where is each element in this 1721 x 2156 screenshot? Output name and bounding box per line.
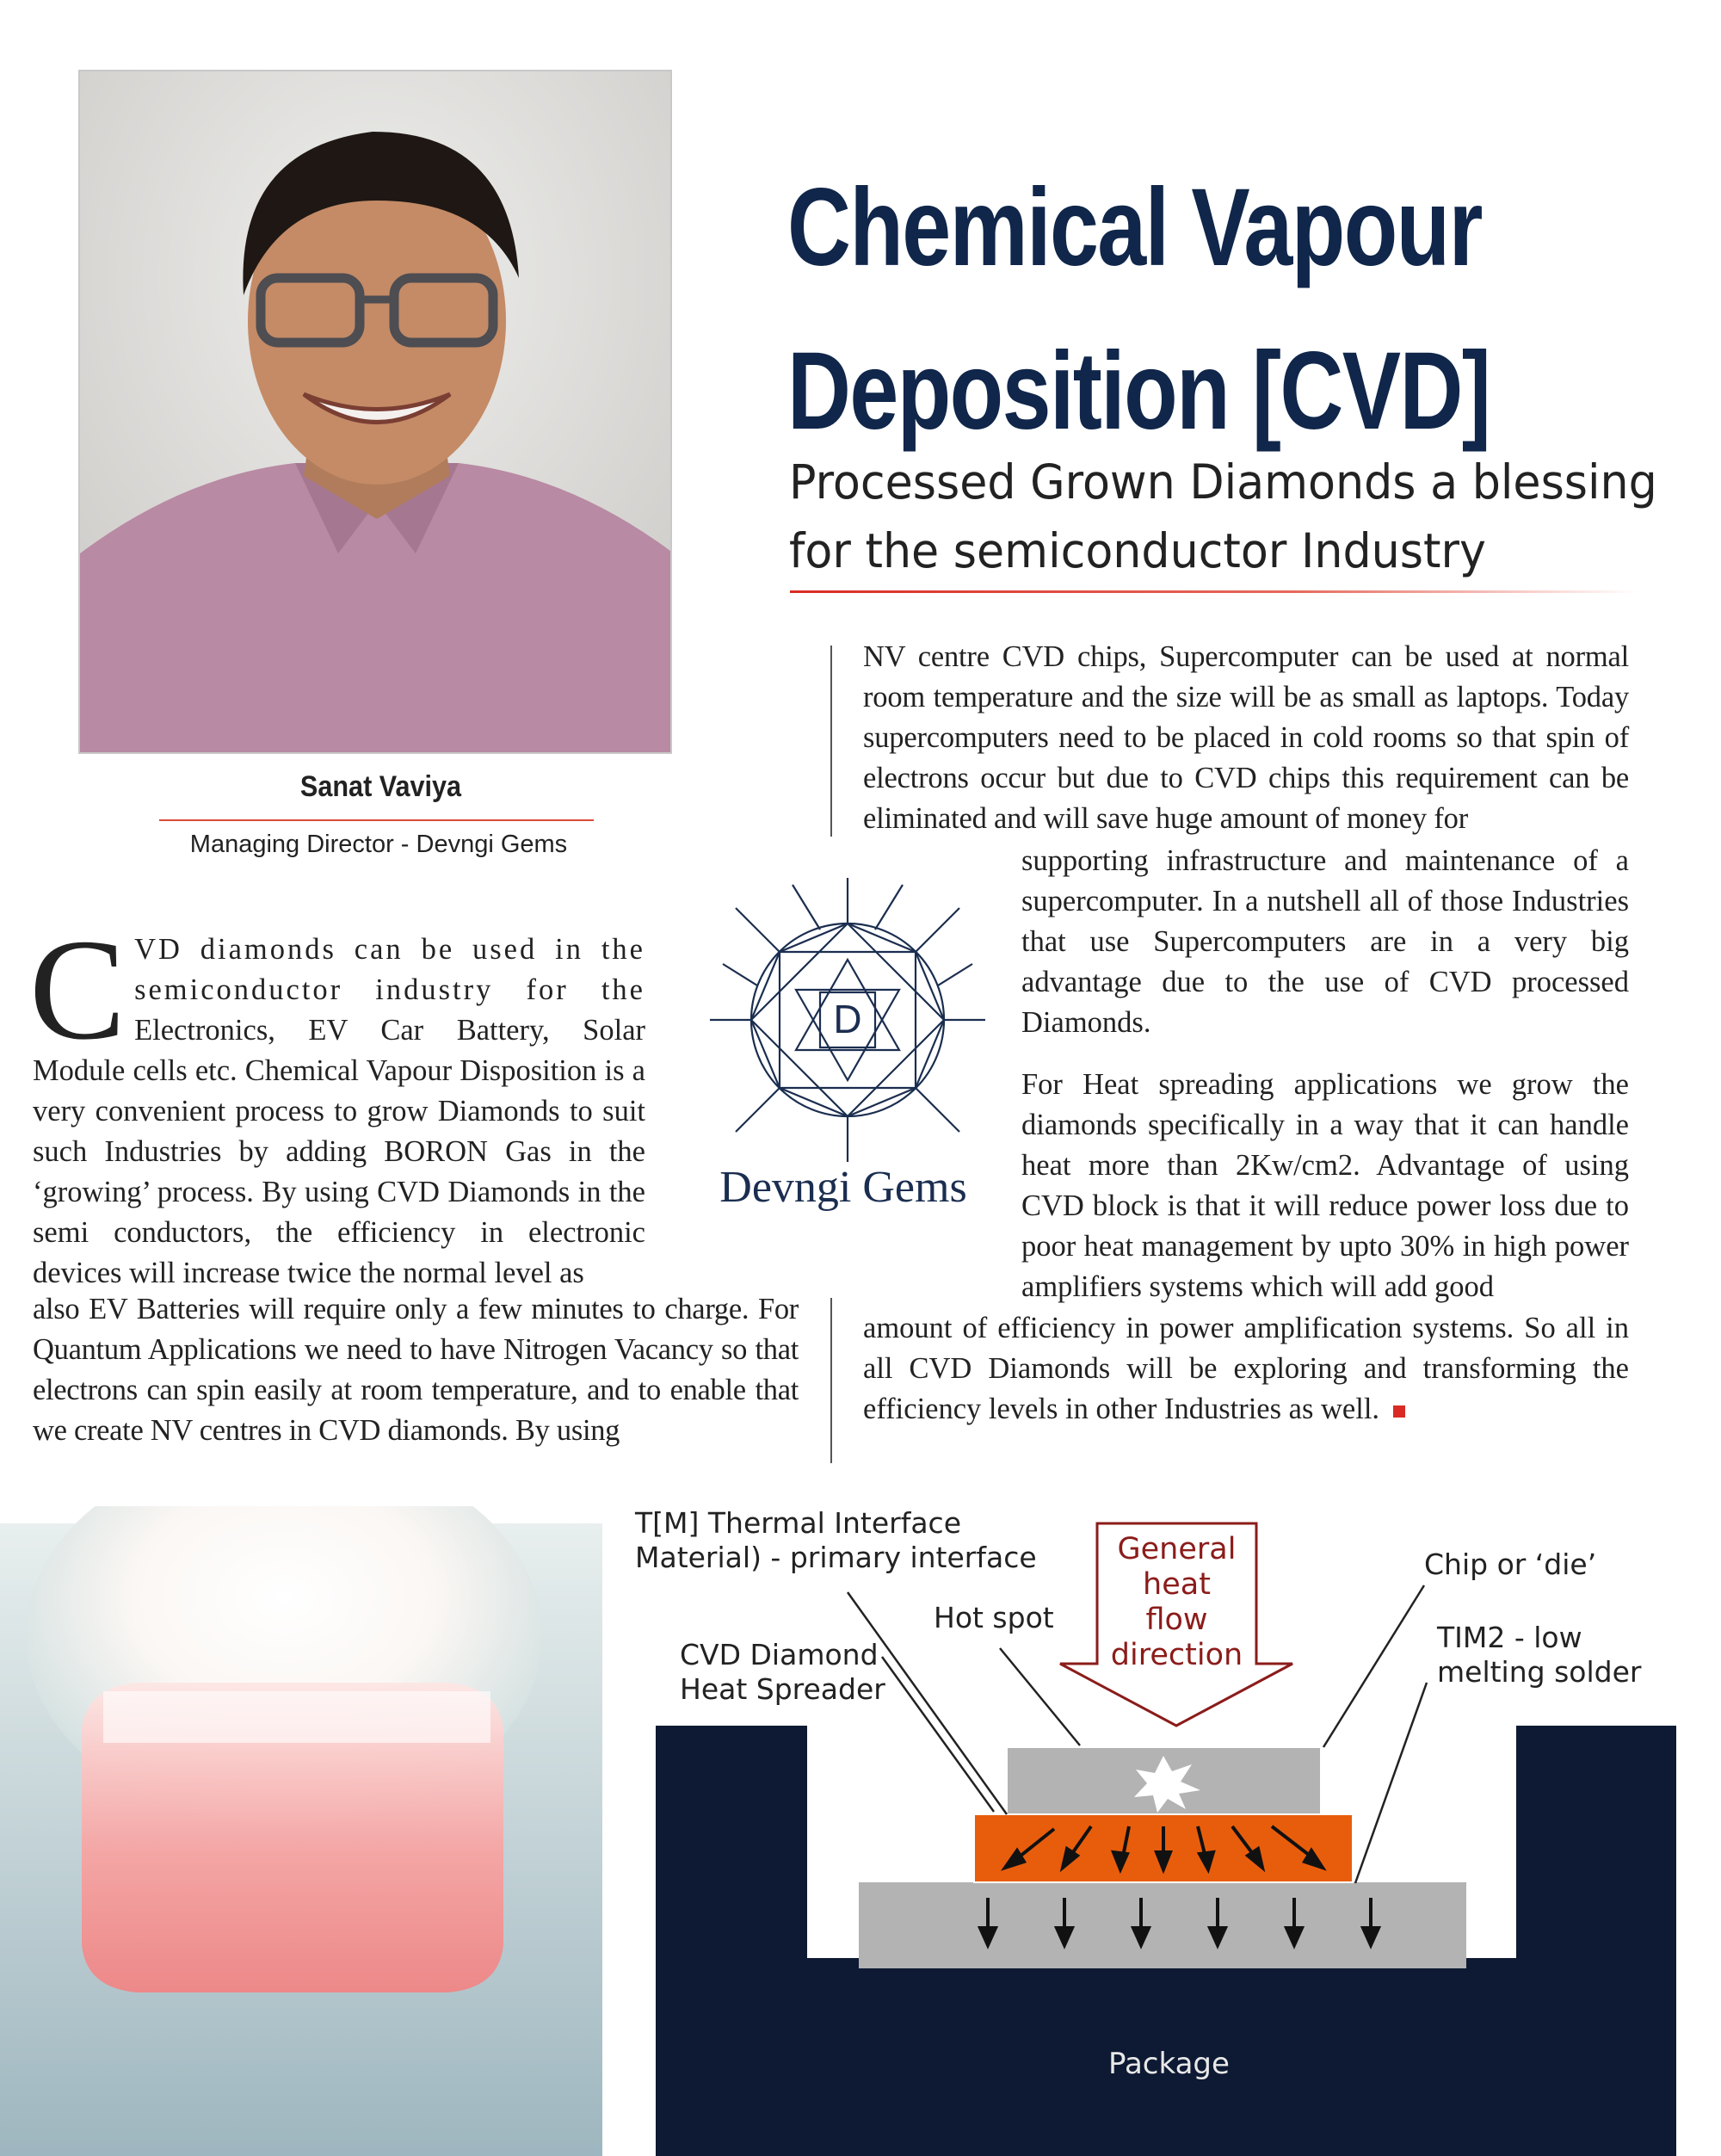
right-bottom-paragraph: [863, 1308, 1629, 1430]
cvd-growth-photo: [0, 1506, 602, 2156]
right-mid-paragraph-1: [1021, 841, 1629, 1043]
base-plate: [859, 1882, 1466, 1968]
lead-line-1: VD diamonds can be used in the: [134, 933, 645, 966]
tim-label-line-1: T[M] Thermal Interface: [635, 1506, 962, 1540]
column-divider-bottom: [830, 1298, 832, 1463]
chip-label: Chip or ‘die’: [1424, 1548, 1597, 1581]
tim2-label-line-2: melting solder: [1437, 1655, 1642, 1689]
author-photo: [78, 70, 672, 754]
end-of-article-mark: [1393, 1405, 1405, 1418]
right-mid-text-2: For Heat spreading applications we grow the diamonds specifically in a way that it can handle heat more than 2Kw/cm2. Advantage of using CVD block is that it will reduce power loss due to poor heat management by upto 30% in high power amplifiers systems which will add good: [1021, 1068, 1629, 1303]
title-line-2: Deposition [CVD]: [787, 330, 1490, 453]
logo-letter: D: [833, 997, 862, 1041]
logo-wordmark: Devngi Gems: [719, 1163, 967, 1212]
left-bottom-text: also EV Batteries will require only a few minutes to charge. For Quantum Applications we need to have Nitrogen Vacancy so that electrons can spin easily at room temperature, and to enable that we create NV centres in CVD diamonds. By using: [33, 1293, 799, 1447]
cvd-label-line-2: Heat Spreader: [680, 1672, 885, 1706]
flow-label-line-4: direction: [1110, 1638, 1243, 1672]
column-divider-top: [830, 646, 832, 837]
package-label: Package: [1108, 2047, 1230, 2081]
right-top-paragraph: [863, 637, 1629, 839]
flow-label-line-2: heat: [1143, 1567, 1211, 1602]
lead-line-2: semiconductor industry for the: [134, 973, 645, 1006]
lead-rest: Module cells etc. Chemical Vapour Disposition is a very convenient process to grow Diamonds to suit such Industries by adding BORON Gas in the ‘growing’ process. By using CVD Diamonds in the semi conductors, the efficiency in electronic devices will increase twice the normal level as: [33, 1054, 645, 1289]
title-divider: [790, 590, 1638, 593]
drop-cap: C: [29, 910, 126, 1070]
cvd-label-line-1: CVD Diamond: [680, 1638, 879, 1671]
article-subtitle: [789, 448, 1718, 585]
lead-paragraph: [29, 910, 645, 1294]
subtitle-line-2: for the semiconductor Industry: [789, 523, 1486, 578]
tim-label-line-2: Material) - primary interface: [635, 1541, 1037, 1574]
right-top-text: NV centre CVD chips, Supercomputer can be used at normal room temperature and the size will be as small as laptops. Today supercomputers need to be placed in cold rooms so that spin of electrons occur but due to CVD chips this requirement can be eliminated and will save huge amount of money for: [863, 640, 1629, 835]
flow-label-line-1: General: [1117, 1532, 1237, 1566]
tim2-label-line-1: TIM2 - low: [1437, 1621, 1582, 1654]
author-name: Sanat Vaviya: [299, 770, 462, 803]
lead-line-3: Electronics, EV Car Battery, Solar: [134, 1014, 645, 1047]
left-bottom-paragraph: [33, 1289, 799, 1451]
flow-label-line-3: flow: [1145, 1603, 1208, 1637]
diamond-logo-icon: [710, 878, 985, 1162]
right-mid-paragraph-2: [1021, 1065, 1629, 1307]
subtitle-line-1: Processed Grown Diamonds a blessing: [789, 454, 1657, 510]
byline-divider: [159, 819, 594, 821]
title-line-1: Chemical Vapour: [787, 166, 1482, 289]
author-role: Managing Director - Devngi Gems: [189, 831, 568, 858]
article-title: [787, 146, 1717, 473]
thermal-diagram: [0, 1506, 1721, 2156]
right-mid-text-1: supporting infrastructure and maintenance of a supercomputer. In a nutshell all of those Industries that use Supercomputers are in a very big advantage due to the use of CVD processed Diamonds.: [1021, 844, 1629, 1039]
right-bottom-text: amount of efficiency in power amplification systems. So all in all CVD Diamonds will be exploring and transforming the efficiency levels in other Industries as well.: [863, 1312, 1629, 1425]
hot-spot-label: Hot spot: [934, 1601, 1054, 1634]
